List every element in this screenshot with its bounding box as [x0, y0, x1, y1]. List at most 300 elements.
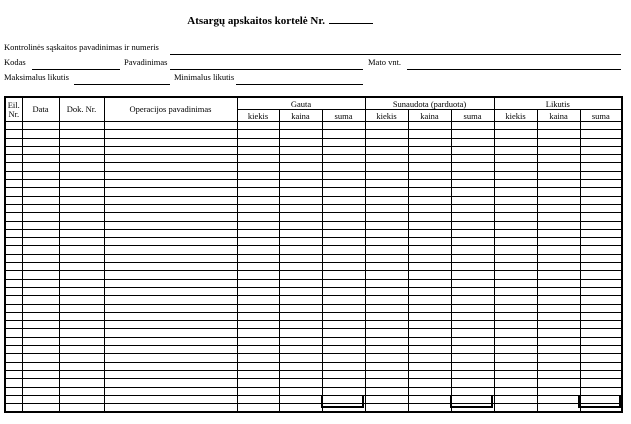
table-cell[interactable] [537, 163, 580, 171]
table-cell[interactable] [22, 271, 59, 279]
table-cell[interactable] [408, 163, 451, 171]
table-cell[interactable] [59, 395, 104, 403]
table-cell[interactable] [322, 263, 365, 271]
table-cell[interactable] [22, 213, 59, 221]
table-cell[interactable] [365, 312, 408, 320]
table-cell[interactable] [494, 370, 537, 378]
table-cell[interactable] [580, 263, 622, 271]
table-cell[interactable] [537, 379, 580, 387]
pavadinimas-field[interactable] [170, 69, 363, 70]
table-cell[interactable] [322, 146, 365, 154]
table-cell[interactable] [279, 254, 322, 262]
table-cell[interactable] [537, 188, 580, 196]
table-cell[interactable] [104, 321, 237, 329]
table-cell[interactable] [494, 138, 537, 146]
table-cell[interactable] [104, 354, 237, 362]
table-cell[interactable] [237, 138, 279, 146]
table-cell[interactable] [408, 379, 451, 387]
table-cell[interactable] [408, 246, 451, 254]
table-cell[interactable] [59, 362, 104, 370]
table-cell[interactable] [408, 354, 451, 362]
table-cell[interactable] [104, 188, 237, 196]
table-cell[interactable] [494, 221, 537, 229]
table-cell[interactable] [279, 296, 322, 304]
table-cell[interactable] [104, 229, 237, 237]
table-cell[interactable] [365, 370, 408, 378]
table-cell[interactable] [322, 370, 365, 378]
table-cell[interactable] [5, 163, 22, 171]
table-cell[interactable] [494, 204, 537, 212]
table-cell[interactable] [451, 329, 494, 337]
table-cell[interactable] [279, 387, 322, 395]
table-cell[interactable] [5, 138, 22, 146]
table-cell[interactable] [365, 130, 408, 138]
table-cell[interactable] [365, 196, 408, 204]
table-cell[interactable] [104, 263, 237, 271]
table-cell[interactable] [365, 188, 408, 196]
table-cell[interactable] [408, 122, 451, 130]
table-cell[interactable] [408, 213, 451, 221]
table-cell[interactable] [365, 304, 408, 312]
table-cell[interactable] [22, 246, 59, 254]
table-cell[interactable] [322, 312, 365, 320]
table-cell[interactable] [5, 404, 22, 413]
table-cell[interactable] [322, 271, 365, 279]
table-cell[interactable] [22, 354, 59, 362]
kodas-field[interactable] [32, 69, 120, 70]
table-cell[interactable] [59, 321, 104, 329]
table-cell[interactable] [408, 221, 451, 229]
table-cell[interactable] [494, 188, 537, 196]
table-cell[interactable] [104, 254, 237, 262]
table-cell[interactable] [408, 370, 451, 378]
table-cell[interactable] [5, 146, 22, 154]
table-cell[interactable] [104, 379, 237, 387]
table-cell[interactable] [451, 271, 494, 279]
table-cell[interactable] [104, 155, 237, 163]
table-cell[interactable] [237, 122, 279, 130]
table-cell[interactable] [59, 229, 104, 237]
table-cell[interactable] [237, 130, 279, 138]
table-cell[interactable] [451, 321, 494, 329]
table-cell[interactable] [59, 346, 104, 354]
table-cell[interactable] [104, 221, 237, 229]
table-cell[interactable] [237, 188, 279, 196]
table-cell[interactable] [365, 287, 408, 295]
table-cell[interactable] [408, 321, 451, 329]
table-cell[interactable] [279, 321, 322, 329]
table-cell[interactable] [104, 304, 237, 312]
table-cell[interactable] [494, 146, 537, 154]
table-cell[interactable] [451, 304, 494, 312]
table-cell[interactable] [104, 337, 237, 345]
table-cell[interactable] [59, 296, 104, 304]
table-cell[interactable] [59, 221, 104, 229]
table-cell[interactable] [22, 146, 59, 154]
table-cell[interactable] [5, 271, 22, 279]
table-cell[interactable] [494, 287, 537, 295]
table-cell[interactable] [580, 304, 622, 312]
table-cell[interactable] [365, 180, 408, 188]
table-cell[interactable] [580, 213, 622, 221]
table-cell[interactable] [537, 404, 580, 413]
table-cell[interactable] [494, 312, 537, 320]
table-cell[interactable] [104, 271, 237, 279]
table-cell[interactable] [408, 155, 451, 163]
table-cell[interactable] [237, 171, 279, 179]
table-cell[interactable] [59, 196, 104, 204]
table-cell[interactable] [494, 196, 537, 204]
table-cell[interactable] [104, 196, 237, 204]
table-cell[interactable] [537, 155, 580, 163]
table-cell[interactable] [279, 337, 322, 345]
table-cell[interactable] [279, 379, 322, 387]
table-cell[interactable] [237, 271, 279, 279]
table-cell[interactable] [408, 138, 451, 146]
table-cell[interactable] [322, 246, 365, 254]
table-cell[interactable] [408, 329, 451, 337]
table-cell[interactable] [59, 287, 104, 295]
table-cell[interactable] [22, 122, 59, 130]
table-cell[interactable] [22, 238, 59, 246]
table-cell[interactable] [408, 238, 451, 246]
table-cell[interactable] [451, 337, 494, 345]
table-cell[interactable] [104, 312, 237, 320]
table-cell[interactable] [59, 329, 104, 337]
table-cell[interactable] [451, 379, 494, 387]
table-cell[interactable] [365, 146, 408, 154]
table-cell[interactable] [22, 395, 59, 403]
table-cell[interactable] [494, 329, 537, 337]
table-cell[interactable] [59, 122, 104, 130]
table-cell[interactable] [365, 337, 408, 345]
table-cell[interactable] [237, 229, 279, 237]
kontrolines-field[interactable] [170, 54, 621, 55]
table-cell[interactable] [580, 337, 622, 345]
table-cell[interactable] [322, 229, 365, 237]
table-cell[interactable] [365, 171, 408, 179]
table-cell[interactable] [59, 155, 104, 163]
table-cell[interactable] [279, 263, 322, 271]
table-cell[interactable] [22, 229, 59, 237]
table-cell[interactable] [408, 271, 451, 279]
table-cell[interactable] [365, 395, 408, 403]
table-cell[interactable] [322, 213, 365, 221]
table-cell[interactable] [22, 155, 59, 163]
table-cell[interactable] [237, 321, 279, 329]
table-cell[interactable] [537, 196, 580, 204]
table-cell[interactable] [322, 296, 365, 304]
table-cell[interactable] [279, 163, 322, 171]
table-cell[interactable] [322, 346, 365, 354]
table-cell[interactable] [365, 204, 408, 212]
table-cell[interactable] [5, 263, 22, 271]
table-cell[interactable] [22, 321, 59, 329]
table-cell[interactable] [365, 155, 408, 163]
table-cell[interactable] [451, 146, 494, 154]
table-cell[interactable] [580, 122, 622, 130]
table-cell[interactable] [104, 395, 237, 403]
table-cell[interactable] [537, 287, 580, 295]
table-cell[interactable] [237, 146, 279, 154]
table-cell[interactable] [408, 196, 451, 204]
table-cell[interactable] [237, 163, 279, 171]
table-cell[interactable] [365, 246, 408, 254]
table-cell[interactable] [59, 171, 104, 179]
table-cell[interactable] [104, 213, 237, 221]
table-cell[interactable] [580, 271, 622, 279]
table-cell[interactable] [451, 296, 494, 304]
table-cell[interactable] [22, 346, 59, 354]
table-cell[interactable] [580, 329, 622, 337]
table-cell[interactable] [279, 146, 322, 154]
table-cell[interactable] [322, 354, 365, 362]
table-cell[interactable] [237, 287, 279, 295]
table-cell[interactable] [59, 387, 104, 395]
table-cell[interactable] [5, 204, 22, 212]
table-cell[interactable] [279, 122, 322, 130]
table-cell[interactable] [494, 263, 537, 271]
table-cell[interactable] [279, 354, 322, 362]
table-cell[interactable] [451, 221, 494, 229]
table-cell[interactable] [451, 263, 494, 271]
table-cell[interactable] [494, 279, 537, 287]
table-cell[interactable] [22, 387, 59, 395]
table-cell[interactable] [451, 238, 494, 246]
table-cell[interactable] [365, 238, 408, 246]
table-cell[interactable] [237, 354, 279, 362]
table-cell[interactable] [537, 180, 580, 188]
table-cell[interactable] [580, 379, 622, 387]
table-cell[interactable] [537, 146, 580, 154]
table-cell[interactable] [322, 287, 365, 295]
table-cell[interactable] [104, 287, 237, 295]
table-cell[interactable] [494, 395, 537, 403]
table-cell[interactable] [537, 246, 580, 254]
table-cell[interactable] [237, 221, 279, 229]
table-cell[interactable] [237, 304, 279, 312]
table-cell[interactable] [22, 130, 59, 138]
table-cell[interactable] [5, 279, 22, 287]
table-cell[interactable] [537, 204, 580, 212]
table-cell[interactable] [322, 163, 365, 171]
table-cell[interactable] [279, 204, 322, 212]
table-cell[interactable] [5, 362, 22, 370]
table-cell[interactable] [365, 122, 408, 130]
table-cell[interactable] [59, 263, 104, 271]
table-cell[interactable] [494, 271, 537, 279]
table-cell[interactable] [537, 312, 580, 320]
table-cell[interactable] [451, 254, 494, 262]
table-cell[interactable] [365, 163, 408, 171]
table-cell[interactable] [494, 321, 537, 329]
table-cell[interactable] [237, 296, 279, 304]
maks-field[interactable] [74, 84, 170, 85]
table-cell[interactable] [5, 287, 22, 295]
table-cell[interactable] [365, 221, 408, 229]
table-cell[interactable] [408, 180, 451, 188]
table-cell[interactable] [408, 204, 451, 212]
table-cell[interactable] [322, 221, 365, 229]
table-cell[interactable] [104, 246, 237, 254]
table-cell[interactable] [494, 163, 537, 171]
table-cell[interactable] [237, 213, 279, 221]
table-cell[interactable] [104, 370, 237, 378]
gauta-suma-total-box[interactable] [321, 395, 364, 408]
table-cell[interactable] [580, 370, 622, 378]
table-cell[interactable] [408, 254, 451, 262]
table-cell[interactable] [537, 346, 580, 354]
table-cell[interactable] [59, 146, 104, 154]
table-cell[interactable] [580, 354, 622, 362]
table-cell[interactable] [237, 279, 279, 287]
table-cell[interactable] [279, 130, 322, 138]
table-cell[interactable] [22, 304, 59, 312]
table-cell[interactable] [237, 346, 279, 354]
table-cell[interactable] [104, 362, 237, 370]
table-cell[interactable] [494, 362, 537, 370]
table-cell[interactable] [537, 213, 580, 221]
table-cell[interactable] [580, 321, 622, 329]
table-cell[interactable] [580, 312, 622, 320]
table-cell[interactable] [580, 163, 622, 171]
table-cell[interactable] [59, 279, 104, 287]
table-cell[interactable] [494, 296, 537, 304]
table-cell[interactable] [451, 246, 494, 254]
table-cell[interactable] [365, 213, 408, 221]
table-cell[interactable] [279, 246, 322, 254]
table-cell[interactable] [279, 196, 322, 204]
table-cell[interactable] [365, 362, 408, 370]
table-cell[interactable] [365, 271, 408, 279]
table-cell[interactable] [580, 171, 622, 179]
table-cell[interactable] [5, 312, 22, 320]
table-cell[interactable] [451, 155, 494, 163]
table-cell[interactable] [451, 130, 494, 138]
table-cell[interactable] [494, 180, 537, 188]
table-cell[interactable] [494, 155, 537, 163]
table-cell[interactable] [322, 321, 365, 329]
table-cell[interactable] [5, 196, 22, 204]
table-cell[interactable] [408, 337, 451, 345]
table-cell[interactable] [59, 138, 104, 146]
table-cell[interactable] [279, 238, 322, 246]
table-cell[interactable] [494, 238, 537, 246]
table-cell[interactable] [279, 229, 322, 237]
table-cell[interactable] [279, 221, 322, 229]
table-cell[interactable] [451, 196, 494, 204]
table-cell[interactable] [104, 346, 237, 354]
table-cell[interactable] [580, 204, 622, 212]
table-cell[interactable] [104, 138, 237, 146]
table-cell[interactable] [59, 130, 104, 138]
table-cell[interactable] [5, 329, 22, 337]
table-cell[interactable] [580, 188, 622, 196]
table-cell[interactable] [237, 155, 279, 163]
table-cell[interactable] [22, 279, 59, 287]
table-cell[interactable] [104, 387, 237, 395]
table-cell[interactable] [104, 404, 237, 413]
table-cell[interactable] [408, 387, 451, 395]
table-cell[interactable] [365, 229, 408, 237]
table-cell[interactable] [237, 329, 279, 337]
table-cell[interactable] [279, 304, 322, 312]
table-cell[interactable] [365, 279, 408, 287]
likutis-suma-total-box[interactable] [578, 395, 621, 408]
table-cell[interactable] [22, 138, 59, 146]
table-cell[interactable] [365, 329, 408, 337]
table-cell[interactable] [237, 204, 279, 212]
table-cell[interactable] [365, 379, 408, 387]
table-cell[interactable] [104, 163, 237, 171]
table-cell[interactable] [5, 155, 22, 163]
table-cell[interactable] [451, 163, 494, 171]
table-cell[interactable] [537, 387, 580, 395]
table-cell[interactable] [5, 213, 22, 221]
table-cell[interactable] [408, 279, 451, 287]
table-cell[interactable] [537, 304, 580, 312]
table-cell[interactable] [537, 238, 580, 246]
table-cell[interactable] [451, 312, 494, 320]
table-cell[interactable] [5, 180, 22, 188]
table-cell[interactable] [5, 221, 22, 229]
table-cell[interactable] [494, 229, 537, 237]
table-cell[interactable] [279, 188, 322, 196]
table-cell[interactable] [322, 238, 365, 246]
table-cell[interactable] [451, 180, 494, 188]
table-cell[interactable] [580, 279, 622, 287]
table-cell[interactable] [537, 130, 580, 138]
table-cell[interactable] [451, 287, 494, 295]
table-cell[interactable] [59, 188, 104, 196]
table-cell[interactable] [104, 329, 237, 337]
table-cell[interactable] [104, 180, 237, 188]
table-cell[interactable] [237, 337, 279, 345]
table-cell[interactable] [537, 362, 580, 370]
table-cell[interactable] [279, 171, 322, 179]
table-cell[interactable] [104, 238, 237, 246]
table-cell[interactable] [5, 304, 22, 312]
table-cell[interactable] [279, 155, 322, 163]
table-cell[interactable] [580, 296, 622, 304]
table-cell[interactable] [537, 296, 580, 304]
table-cell[interactable] [237, 312, 279, 320]
table-cell[interactable] [104, 122, 237, 130]
table-cell[interactable] [59, 370, 104, 378]
table-cell[interactable] [537, 321, 580, 329]
table-cell[interactable] [451, 354, 494, 362]
table-cell[interactable] [5, 229, 22, 237]
table-cell[interactable] [494, 130, 537, 138]
table-cell[interactable] [494, 122, 537, 130]
table-cell[interactable] [22, 221, 59, 229]
table-cell[interactable] [279, 271, 322, 279]
table-cell[interactable] [104, 146, 237, 154]
table-cell[interactable] [279, 279, 322, 287]
table-cell[interactable] [580, 254, 622, 262]
table-cell[interactable] [365, 346, 408, 354]
table-cell[interactable] [365, 254, 408, 262]
table-cell[interactable] [22, 163, 59, 171]
table-cell[interactable] [322, 362, 365, 370]
table-cell[interactable] [580, 246, 622, 254]
table-cell[interactable] [408, 146, 451, 154]
table-cell[interactable] [580, 138, 622, 146]
table-cell[interactable] [494, 387, 537, 395]
table-cell[interactable] [22, 204, 59, 212]
table-cell[interactable] [237, 246, 279, 254]
title-number-blank[interactable] [329, 14, 373, 24]
